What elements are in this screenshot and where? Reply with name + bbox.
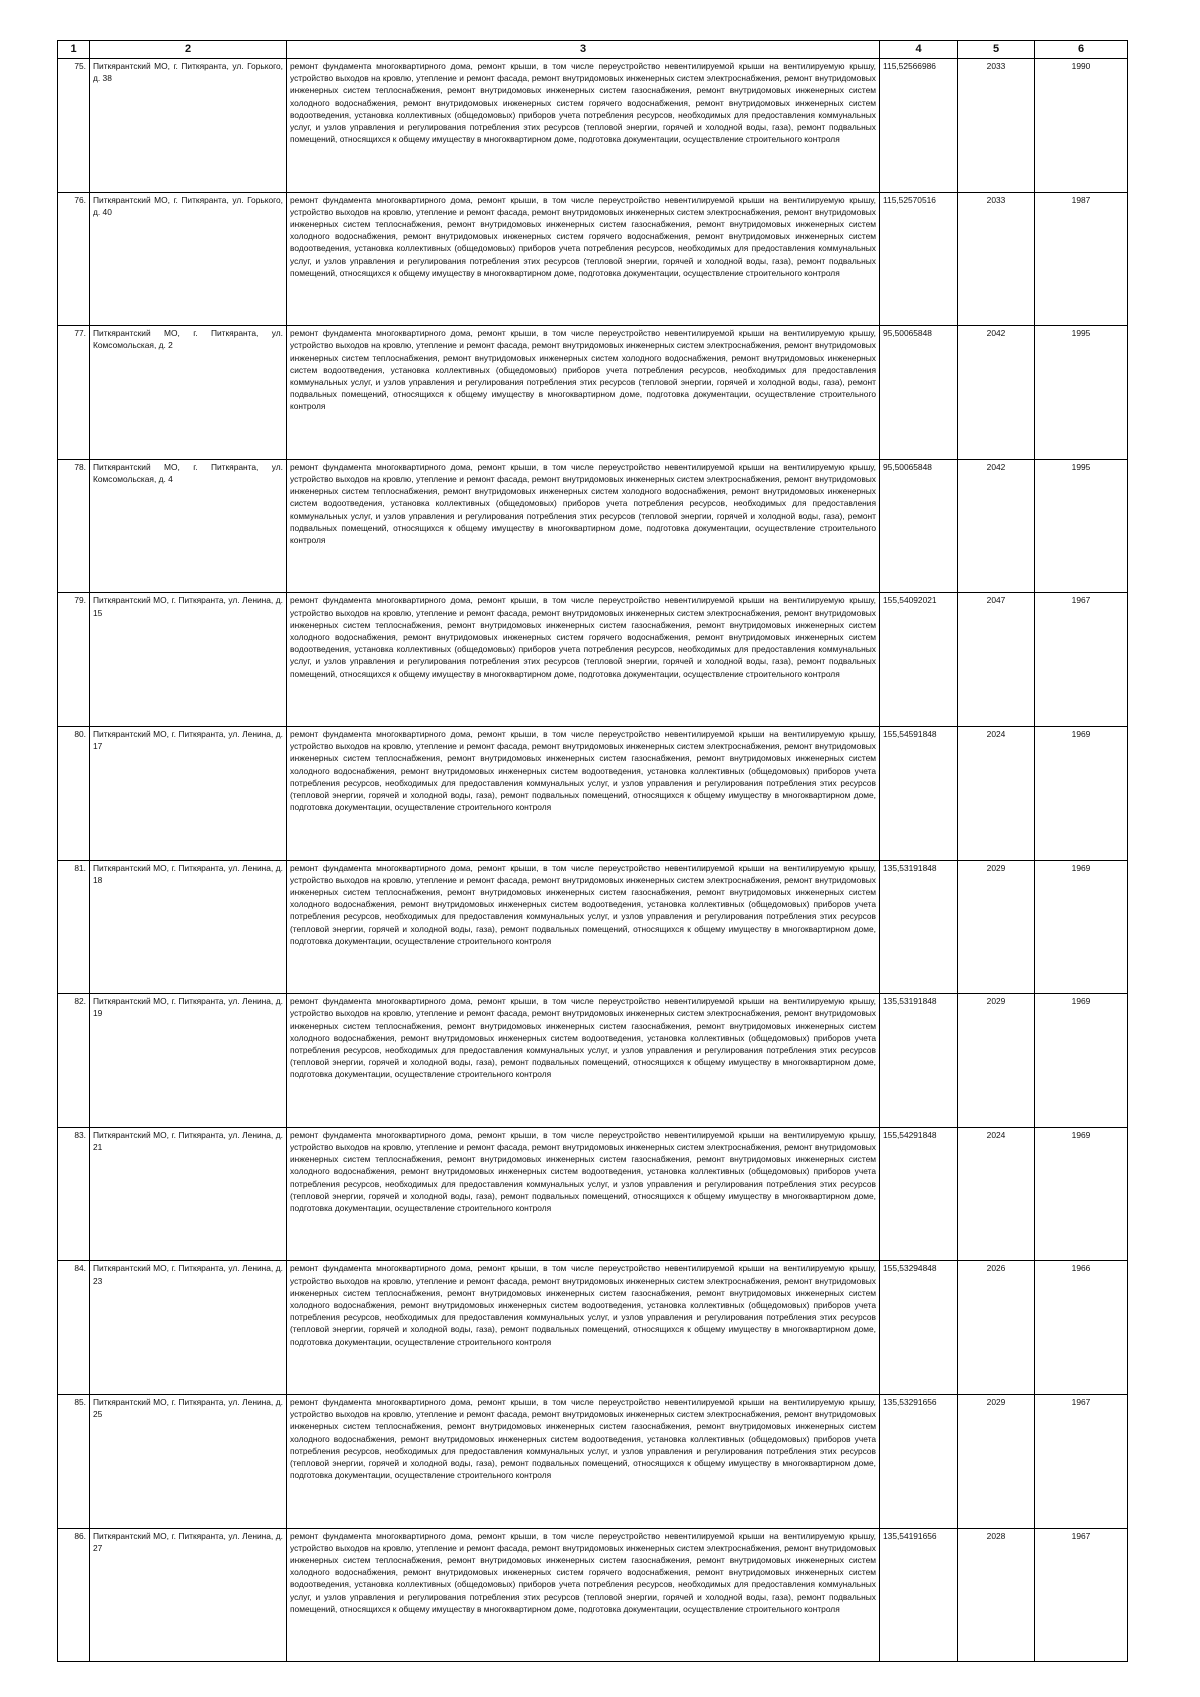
row-built-year: 1995: [1035, 459, 1128, 593]
row-address: Питкярантский МО, г. Питкяранта, ул. Горького, д. 38: [90, 59, 287, 193]
row-address: Питкярантский МО, г. Питкяранта, ул. Ленина, д. 15: [90, 593, 287, 727]
row-address: Питкярантский МО, г. Питкяранта, ул. Ленина, д. 17: [90, 726, 287, 860]
row-year: 2024: [958, 1127, 1035, 1261]
row-cost: 115,52566986: [880, 59, 958, 193]
table-row: [58, 326, 1128, 460]
row-built-year: 1967: [1035, 593, 1128, 727]
row-works: ремонт фундамента многоквартирного дома, ремонт крыши, в том числе переустройство невентилируемой крыши на вентилируемую крышу, устройство выходов на кровлю, утепление и ремонт фасада, ремонт внутридомовых инженерных систем электроснабжения, ремонт внутридомовых инженерных систем теплоснабжения, ремонт внутридомовых инженерных систем газоснабжения, ремонт внутридомовых инженерных систем холодного водоснабжения, ремонт внутридомовых инженерных систем горячего водоснабжения, ремонт внутридомовых инженерных систем водоотведения, установка коллективных (общедомовых) приборов учета потребления ресурсов, необходимых для предоставления коммунальных услуг, и узлов управления и регулирования потребления этих ресурсов (тепловой энергии, горячей и холодной воды, газа), ремонт подвальных помещений, относящихся к общему имуществу в многоквартирном доме, подготовка документации, осуществление строительного контроля: [287, 192, 880, 326]
row-number: 86.: [58, 1528, 90, 1662]
row-year: 2042: [958, 459, 1035, 593]
row-built-year: 1969: [1035, 994, 1128, 1128]
row-number: 78.: [58, 459, 90, 593]
row-works: ремонт фундамента многоквартирного дома, ремонт крыши, в том числе переустройство невентилируемой крыши на вентилируемую крышу, устройство выходов на кровлю, утепление и ремонт фасада, ремонт внутридомовых инженерных систем электроснабжения, ремонт внутридомовых инженерных систем теплоснабжения, ремонт внутридомовых инженерных систем газоснабжения, ремонт внутридомовых инженерных систем холодного водоснабжения, ремонт внутридомовых инженерных систем водоотведения, установка коллективных (общедомовых) приборов учета потребления ресурсов, необходимых для предоставления коммунальных услуг, и узлов управления и регулирования потребления этих ресурсов (тепловой энергии, горячей и холодной воды, газа), ремонт подвальных помещений, относящихся к общему имуществу в многоквартирном доме, подготовка документации, осуществление строительного контроля: [287, 860, 880, 994]
table-row: [58, 1394, 1128, 1528]
row-cost: 95,50065848: [880, 459, 958, 593]
row-address: Питкярантский МО, г. Питкяранта, ул. Ленина, д. 23: [90, 1261, 287, 1395]
row-built-year: 1990: [1035, 59, 1128, 193]
row-address: Питкярантский МО, г. Питкяранта, ул. Ленина, д. 18: [90, 860, 287, 994]
row-year: 2026: [958, 1261, 1035, 1395]
row-works: ремонт фундамента многоквартирного дома, ремонт крыши, в том числе переустройство невентилируемой крыши на вентилируемую крышу, устройство выходов на кровлю, утепление и ремонт фасада, ремонт внутридомовых инженерных систем электроснабжения, ремонт внутридомовых инженерных систем теплоснабжения, ремонт внутридомовых инженерных систем газоснабжения, ремонт внутридомовых инженерных систем холодного водоснабжения, ремонт внутридомовых инженерных систем горячего водоснабжения, ремонт внутридомовых инженерных систем водоотведения, установка коллективных (общедомовых) приборов учета потребления ресурсов, необходимых для предоставления коммунальных услуг, и узлов управления и регулирования потребления этих ресурсов (тепловой энергии, горячей и холодной воды, газа), ремонт подвальных помещений, относящихся к общему имуществу в многоквартирном доме, подготовка документации, осуществление строительного контроля: [287, 593, 880, 727]
row-works: ремонт фундамента многоквартирного дома, ремонт крыши, в том числе переустройство невентилируемой крыши на вентилируемую крышу, устройство выходов на кровлю, утепление и ремонт фасада, ремонт внутридомовых инженерных систем электроснабжения, ремонт внутридомовых инженерных систем теплоснабжения, ремонт внутридомовых инженерных систем газоснабжения, ремонт внутридомовых инженерных систем холодного водоснабжения, ремонт внутридомовых инженерных систем водоотведения, установка коллективных (общедомовых) приборов учета потребления ресурсов, необходимых для предоставления коммунальных услуг, и узлов управления и регулирования потребления этих ресурсов (тепловой энергии, горячей и холодной воды, газа), ремонт подвальных помещений, относящихся к общему имуществу в многоквартирном доме, подготовка документации, осуществление строительного контроля: [287, 994, 880, 1128]
row-year: 2029: [958, 860, 1035, 994]
row-built-year: 1966: [1035, 1261, 1128, 1395]
row-number: 81.: [58, 860, 90, 994]
row-year: 2033: [958, 192, 1035, 326]
table-row: [58, 726, 1128, 860]
table-row: [58, 459, 1128, 593]
row-built-year: 1967: [1035, 1528, 1128, 1662]
row-cost: 155,53294848: [880, 1261, 958, 1395]
col-header-2: 2: [90, 41, 287, 59]
row-year: 2028: [958, 1528, 1035, 1662]
row-number: 85.: [58, 1394, 90, 1528]
row-year: 2047: [958, 593, 1035, 727]
table-row: [58, 192, 1128, 326]
table-row: [58, 1528, 1128, 1662]
row-year: 2042: [958, 326, 1035, 460]
row-address: Питкярантский МО, г. Питкяранта, ул. Ленина, д. 27: [90, 1528, 287, 1662]
row-year: 2024: [958, 726, 1035, 860]
row-cost: 95,50065848: [880, 326, 958, 460]
row-number: 84.: [58, 1261, 90, 1395]
row-works: ремонт фундамента многоквартирного дома, ремонт крыши, в том числе переустройство невентилируемой крыши на вентилируемую крышу, устройство выходов на кровлю, утепление и ремонт фасада, ремонт внутридомовых инженерных систем электроснабжения, ремонт внутридомовых инженерных систем теплоснабжения, ремонт внутридомовых инженерных систем холодного водоснабжения, ремонт внутридомовых инженерных систем водоотведения, установка коллективных (общедомовых) приборов учета потребления ресурсов, необходимых для предоставления коммунальных услуг, и узлов управления и регулирования потребления этих ресурсов (тепловой энергии, горячей и холодной воды, газа), ремонт подвальных помещений, относящихся к общему имуществу в многоквартирном доме, подготовка документации, осуществление строительного контроля: [287, 459, 880, 593]
row-number: 83.: [58, 1127, 90, 1261]
table-row: [58, 860, 1128, 994]
row-cost: 135,53291656: [880, 1394, 958, 1528]
row-works: ремонт фундамента многоквартирного дома, ремонт крыши, в том числе переустройство невентилируемой крыши на вентилируемую крышу, устройство выходов на кровлю, утепление и ремонт фасада, ремонт внутридомовых инженерных систем электроснабжения, ремонт внутридомовых инженерных систем теплоснабжения, ремонт внутридомовых инженерных систем газоснабжения, ремонт внутридомовых инженерных систем холодного водоснабжения, ремонт внутридомовых инженерных систем горячего водоснабжения, ремонт внутридомовых инженерных систем водоотведения, установка коллективных (общедомовых) приборов учета потребления ресурсов, необходимых для предоставления коммунальных услуг, и узлов управления и регулирования потребления этих ресурсов (тепловой энергии, горячей и холодной воды, газа), ремонт подвальных помещений, относящихся к общему имуществу в многоквартирном доме, подготовка документации, осуществление строительного контроля: [287, 59, 880, 193]
row-works: ремонт фундамента многоквартирного дома, ремонт крыши, в том числе переустройство невентилируемой крыши на вентилируемую крышу, устройство выходов на кровлю, утепление и ремонт фасада, ремонт внутридомовых инженерных систем электроснабжения, ремонт внутридомовых инженерных систем теплоснабжения, ремонт внутридомовых инженерных систем газоснабжения, ремонт внутридомовых инженерных систем холодного водоснабжения, ремонт внутридомовых инженерных систем водоотведения, установка коллективных (общедомовых) приборов учета потребления ресурсов, необходимых для предоставления коммунальных услуг, и узлов управления и регулирования потребления этих ресурсов (тепловой энергии, горячей и холодной воды, газа), ремонт подвальных помещений, относящихся к общему имуществу в многоквартирном доме, подготовка документации, осуществление строительного контроля: [287, 1127, 880, 1261]
col-header-3: 3: [287, 41, 880, 59]
row-cost: 115,52570516: [880, 192, 958, 326]
table-row: [58, 1127, 1128, 1261]
header-row: [58, 41, 1128, 59]
col-header-6: 6: [1035, 41, 1128, 59]
row-year: 2029: [958, 994, 1035, 1128]
row-address: Питкярантский МО, г. Питкяранта, ул. Ленина, д. 21: [90, 1127, 287, 1261]
row-number: 76.: [58, 192, 90, 326]
row-works: ремонт фундамента многоквартирного дома, ремонт крыши, в том числе переустройство невентилируемой крыши на вентилируемую крышу, устройство выходов на кровлю, утепление и ремонт фасада, ремонт внутридомовых инженерных систем электроснабжения, ремонт внутридомовых инженерных систем теплоснабжения, ремонт внутридомовых инженерных систем газоснабжения, ремонт внутридомовых инженерных систем холодного водоснабжения, ремонт внутридомовых инженерных систем водоотведения, установка коллективных (общедомовых) приборов учета потребления ресурсов, необходимых для предоставления коммунальных услуг, и узлов управления и регулирования потребления этих ресурсов (тепловой энергии, горячей и холодной воды, газа), ремонт подвальных помещений, относящихся к общему имуществу в многоквартирном доме, подготовка документации, осуществление строительного контроля: [287, 726, 880, 860]
row-cost: 135,54191656: [880, 1528, 958, 1662]
row-number: 75.: [58, 59, 90, 193]
row-built-year: 1969: [1035, 1127, 1128, 1261]
row-works: ремонт фундамента многоквартирного дома, ремонт крыши, в том числе переустройство невентилируемой крыши на вентилируемую крышу, устройство выходов на кровлю, утепление и ремонт фасада, ремонт внутридомовых инженерных систем электроснабжения, ремонт внутридомовых инженерных систем теплоснабжения, ремонт внутридомовых инженерных систем газоснабжения, ремонт внутридомовых инженерных систем холодного водоснабжения, ремонт внутридомовых инженерных систем водоотведения, установка коллективных (общедомовых) приборов учета потребления ресурсов, необходимых для предоставления коммунальных услуг, и узлов управления и регулирования потребления этих ресурсов (тепловой энергии, горячей и холодной воды, газа), ремонт подвальных помещений, относящихся к общему имуществу в многоквартирном доме, подготовка документации, осуществление строительного контроля: [287, 1261, 880, 1395]
row-address: Питкярантский МО, г. Питкяранта, ул. Комсомольская, д. 2: [90, 326, 287, 460]
row-number: 79.: [58, 593, 90, 727]
table-row: [58, 593, 1128, 727]
row-built-year: 1969: [1035, 726, 1128, 860]
row-number: 82.: [58, 994, 90, 1128]
capital-repair-table: [57, 40, 1128, 1662]
col-header-4: 4: [880, 41, 958, 59]
table-row: [58, 994, 1128, 1128]
row-built-year: 1969: [1035, 860, 1128, 994]
row-works: ремонт фундамента многоквартирного дома, ремонт крыши, в том числе переустройство невентилируемой крыши на вентилируемую крышу, устройство выходов на кровлю, утепление и ремонт фасада, ремонт внутридомовых инженерных систем электроснабжения, ремонт внутридомовых инженерных систем теплоснабжения, ремонт внутридомовых инженерных систем газоснабжения, ремонт внутридомовых инженерных систем холодного водоснабжения, ремонт внутридомовых инженерных систем водоотведения, установка коллективных (общедомовых) приборов учета потребления ресурсов, необходимых для предоставления коммунальных услуг, и узлов управления и регулирования потребления этих ресурсов (тепловой энергии, горячей и холодной воды, газа), ремонт подвальных помещений, относящихся к общему имуществу в многоквартирном доме, подготовка документации, осуществление строительного контроля: [287, 1394, 880, 1528]
table-row: [58, 1261, 1128, 1395]
row-year: 2033: [958, 59, 1035, 193]
table-row: [58, 59, 1128, 193]
row-address: Питкярантский МО, г. Питкяранта, ул. Ленина, д. 25: [90, 1394, 287, 1528]
col-header-1: 1: [58, 41, 90, 59]
table-body: [58, 59, 1128, 1662]
row-cost: 155,54092021: [880, 593, 958, 727]
row-number: 80.: [58, 726, 90, 860]
row-address: Питкярантский МО, г. Питкяранта, ул. Горького, д. 40: [90, 192, 287, 326]
row-address: Питкярантский МО, г. Питкяранта, ул. Ленина, д. 19: [90, 994, 287, 1128]
row-cost: 135,53191848: [880, 994, 958, 1128]
row-works: ремонт фундамента многоквартирного дома, ремонт крыши, в том числе переустройство невентилируемой крыши на вентилируемую крышу, устройство выходов на кровлю, утепление и ремонт фасада, ремонт внутридомовых инженерных систем электроснабжения, ремонт внутридомовых инженерных систем теплоснабжения, ремонт внутридомовых инженерных систем холодного водоснабжения, ремонт внутридомовых инженерных систем водоотведения, установка коллективных (общедомовых) приборов учета потребления ресурсов, необходимых для предоставления коммунальных услуг, и узлов управления и регулирования потребления этих ресурсов (тепловой энергии, горячей и холодной воды, газа), ремонт подвальных помещений, относящихся к общему имуществу в многоквартирном доме, подготовка документации, осуществление строительного контроля: [287, 326, 880, 460]
row-address: Питкярантский МО, г. Питкяранта, ул. Комсомольская, д. 4: [90, 459, 287, 593]
row-year: 2029: [958, 1394, 1035, 1528]
row-number: 77.: [58, 326, 90, 460]
row-built-year: 1995: [1035, 326, 1128, 460]
row-built-year: 1987: [1035, 192, 1128, 326]
row-cost: 135,53191848: [880, 860, 958, 994]
col-header-5: 5: [958, 41, 1035, 59]
row-cost: 155,54291848: [880, 1127, 958, 1261]
row-works: ремонт фундамента многоквартирного дома, ремонт крыши, в том числе переустройство невентилируемой крыши на вентилируемую крышу, устройство выходов на кровлю, утепление и ремонт фасада, ремонт внутридомовых инженерных систем электроснабжения, ремонт внутридомовых инженерных систем теплоснабжения, ремонт внутридомовых инженерных систем газоснабжения, ремонт внутридомовых инженерных систем холодного водоснабжения, ремонт внутридомовых инженерных систем горячего водоснабжения, ремонт внутридомовых инженерных систем водоотведения, установка коллективных (общедомовых) приборов учета потребления ресурсов, необходимых для предоставления коммунальных услуг, и узлов управления и регулирования потребления этих ресурсов (тепловой энергии, горячей и холодной воды, газа), ремонт подвальных помещений, относящихся к общему имуществу в многоквартирном доме, подготовка документации, осуществление строительного контроля: [287, 1528, 880, 1662]
row-cost: 155,54591848: [880, 726, 958, 860]
row-built-year: 1967: [1035, 1394, 1128, 1528]
